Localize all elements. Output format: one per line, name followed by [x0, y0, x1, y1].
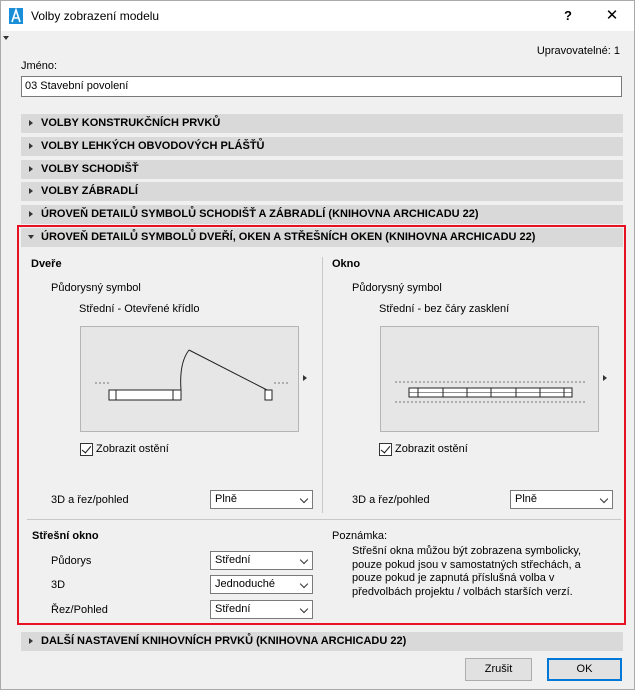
doors-reveal-checkbox[interactable] [80, 443, 93, 456]
doors-symbol-label: Půdorysný symbol [51, 282, 141, 294]
chevron-down-icon [300, 605, 308, 613]
section-stair-options[interactable] [21, 160, 623, 179]
skylight-section-select[interactable] [210, 600, 313, 619]
doors-3d-section-label: 3D a řez/pohled [51, 494, 129, 506]
cancel-button[interactable]: Zrušit [465, 658, 532, 681]
section-curtain-wall-options[interactable] [21, 137, 623, 156]
dialog-title: Volby zobrazení modelu [31, 9, 160, 23]
section-stair-railing-detail[interactable] [21, 205, 623, 224]
windows-3d-section-label: 3D a řez/pohled [352, 494, 430, 506]
editable-count: Upravovatelné: 1 [536, 45, 620, 57]
windows-symbol-label: Půdorysný symbol [352, 282, 442, 294]
windows-3d-section-select[interactable] [510, 490, 613, 509]
doors-symbol-value: Střední - Otevřené křídlo [79, 303, 200, 315]
doors-heading: Dveře [31, 258, 62, 270]
skylight-divider [27, 519, 621, 520]
expand-triangle-icon [29, 143, 33, 149]
expand-triangle-icon [29, 211, 33, 217]
skylight-3d-select[interactable] [210, 575, 313, 594]
windows-reveal-label: Zobrazit ostění [395, 443, 468, 455]
expand-triangle-icon [29, 638, 33, 644]
collapse-triangle-icon [28, 235, 34, 239]
next-symbol-arrow-icon[interactable] [303, 375, 307, 381]
select-value: Jednoduché [215, 578, 275, 590]
help-button[interactable]: ? [564, 8, 572, 23]
doors-reveal-label: Zobrazit ostění [96, 443, 169, 455]
windows-reveal-checkbox[interactable] [379, 443, 392, 456]
name-input[interactable]: 03 Stavební povolení [21, 76, 622, 97]
section-label: VOLBY ZÁBRADLÍ [41, 185, 138, 197]
expand-triangle-icon [29, 188, 33, 194]
archicad-app-icon [9, 8, 23, 24]
expand-triangle-icon [29, 120, 33, 126]
column-divider [322, 257, 323, 513]
note-text: Střešní okna můžou být zobrazena symbolicky, pouze pokud jsou v samostatných střechách, a pouze pokud je zapnutá příslušná volba v předvolbách projektu / volbách starších verzí. [352, 545, 582, 598]
skylight-heading: Střešní okno [32, 530, 99, 542]
section-label: DALŠÍ NASTAVENÍ KNIHOVNÍCH PRVKŮ (KNIHOVNA ARCHICADU 22) [41, 635, 407, 647]
section-other-library-settings[interactable] [21, 632, 623, 651]
close-button[interactable]: ✕ [605, 7, 619, 24]
expand-triangle-icon [29, 166, 33, 172]
options-menu-arrow-icon[interactable] [3, 36, 9, 40]
select-value: Střední [215, 554, 251, 566]
note-label: Poznámka: [332, 530, 388, 542]
windows-symbol-value: Střední - bez čáry zasklení [379, 303, 510, 315]
section-label: ÚROVEŇ DETAILŮ SYMBOLŮ SCHODIŠŤ A ZÁBRADLÍ (KNIHOVNA ARCHICADU 22) [41, 208, 479, 220]
windows-heading: Okno [332, 258, 361, 270]
title-bar [1, 1, 634, 31]
chevron-down-icon [300, 556, 308, 564]
next-symbol-arrow-icon[interactable] [603, 375, 607, 381]
ok-button[interactable]: OK [547, 658, 622, 681]
window-symbol-preview[interactable] [380, 326, 599, 432]
name-label: Jméno: [21, 60, 58, 72]
chevron-down-icon [300, 580, 308, 588]
section-construction-options[interactable] [21, 114, 623, 133]
select-value: Plně [515, 493, 538, 505]
door-symbol-preview[interactable] [80, 326, 299, 432]
chevron-down-icon [300, 495, 308, 503]
section-label: VOLBY LEHKÝCH OBVODOVÝCH PLÁŠŤŮ [41, 140, 265, 152]
skylight-plan-label: Půdorys [51, 555, 92, 567]
skylight-plan-select[interactable] [210, 551, 313, 570]
door-symbol-drawing [81, 327, 300, 433]
chevron-down-icon [600, 495, 608, 503]
skylight-section-label: Řez/Pohled [51, 604, 108, 616]
skylight-3d-label: 3D [51, 579, 66, 591]
section-door-window-detail[interactable] [21, 228, 623, 247]
section-railing-options[interactable] [21, 182, 623, 201]
section-label: VOLBY SCHODIŠŤ [41, 163, 139, 175]
select-value: Střední [215, 603, 251, 615]
section-label: VOLBY KONSTRUKČNÍCH PRVKŮ [41, 117, 221, 129]
window-symbol-drawing [381, 327, 600, 433]
section-label: ÚROVEŇ DETAILŮ SYMBOLŮ DVEŘÍ, OKEN A STŘEŠNÍCH OKEN (KNIHOVNA ARCHICADU 22) [41, 231, 536, 243]
doors-3d-section-select[interactable] [210, 490, 313, 509]
select-value: Plně [215, 493, 238, 505]
